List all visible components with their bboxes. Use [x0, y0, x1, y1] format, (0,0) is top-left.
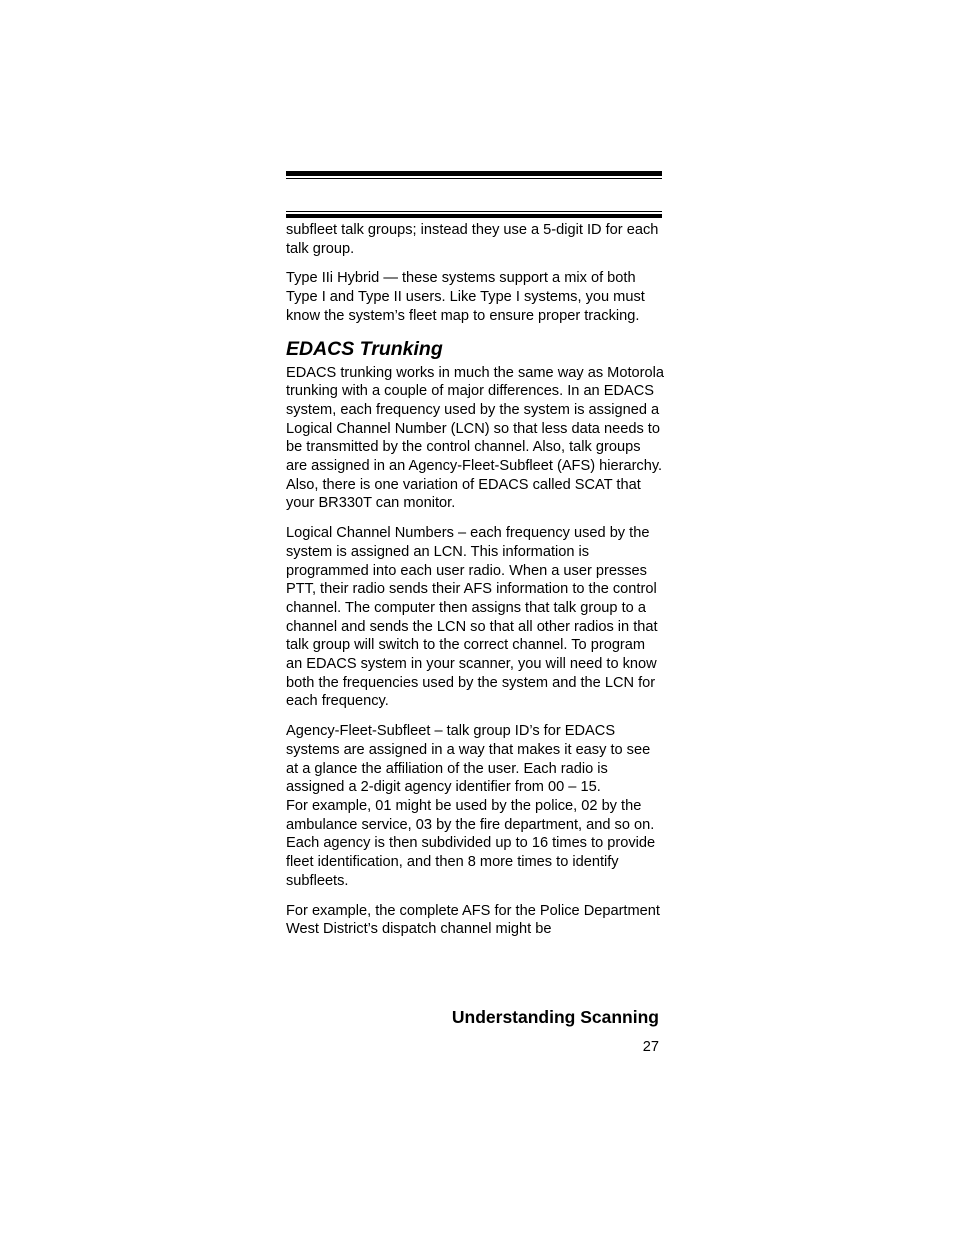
paragraph-afs [286, 722, 664, 890]
paragraph-afs-intro: Agency-Fleet-Subfleet – talk group ID’s for EDACS systems are assigned in a way that makes it easy to see at a glance the affiliation of the user. Each radio is assigned a 2-digit agency identifier from 00 – 15. [286, 723, 651, 796]
header-double-rule [286, 211, 662, 219]
paragraph-afs-example: For example, 01 might be used by the police, 02 by the ambulance service, 03 by the fire department, and so on. Each agency is then subdivided up to 16 times to provide fleet identification, and then 8 more times to identify subfleets. [286, 797, 656, 889]
page-body [286, 221, 664, 950]
paragraph-edacs-intro: EDACS trunking works in much the same way as Motorola trunking with a couple of major differences. In an EDACS system, each frequency used by the system is assigned a Logical Channel Number (LCN) so that less data needs to be transmitted by the control channel. Also, talk groups are assigned in an Agency-Fleet-Subfleet (AFS) hierarchy. Also, there is one variation of EDACS called SCAT that your BR330T can monitor. [286, 364, 664, 512]
paragraph-lcn: Logical Channel Numbers – each frequency used by the system is assigned an LCN. This information is programmed into each user radio. When a user presses PTT, their radio sends their AFS information to the control channel. The computer then assigns that talk group to a channel and sends the LCN so that all other radios in that talk group will switch to the correct channel. To program an EDACS system in your scanner, you will need to know both the frequencies used by the system and the LCN for each frequency. [286, 525, 658, 710]
header-rule-thin [286, 211, 662, 212]
header-rule-thick [286, 214, 662, 218]
page-number: 27 [642, 1039, 659, 1055]
paragraph-subfleet: subfleet talk groups; instead they use a 5-digit ID for each talk group. [286, 222, 659, 257]
paragraph-type-iii-hybrid: Type IIi Hybrid — these systems support a mix of both Type I and Type II users. Like Type I systems, you must know the system’s fleet map to ensure proper tracking. [286, 270, 645, 324]
top-double-rule [286, 171, 662, 180]
paragraph-complete-afs: For example, the complete AFS for the Police Department West District’s dispatch channel might be [286, 902, 660, 938]
footer-section-title: Understanding Scanning [451, 1007, 659, 1027]
top-rule-thin [286, 178, 662, 179]
section-heading: EDACS Trunking [286, 337, 443, 360]
top-rule-thick [286, 171, 662, 176]
